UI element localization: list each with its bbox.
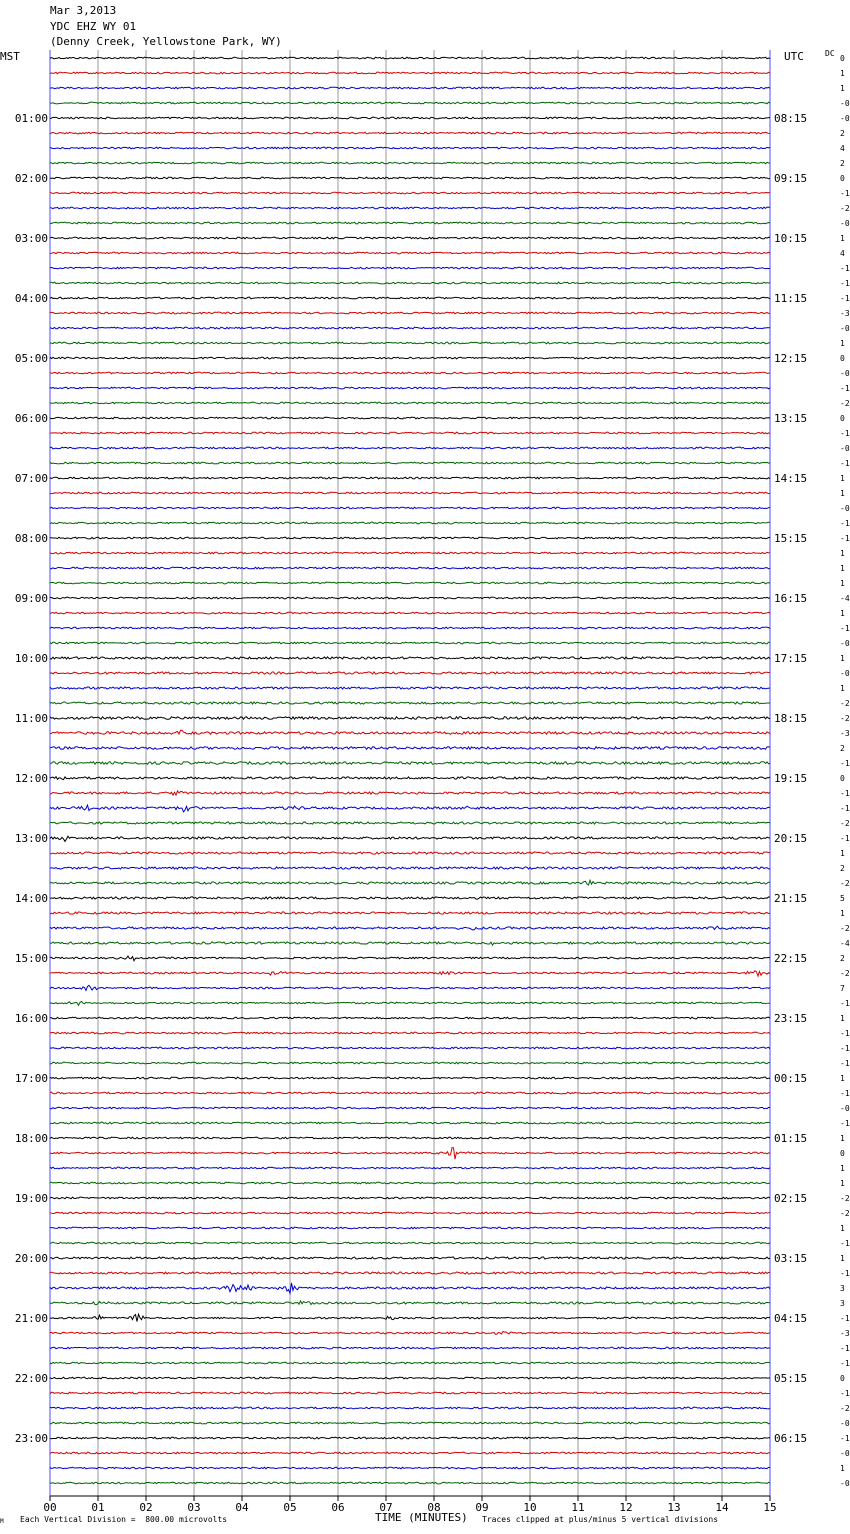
trace-line [50, 1407, 770, 1409]
mst-hour-label: 02:00 [14, 172, 48, 185]
utc-hour-label: 22:15 [774, 952, 808, 965]
dc-offset-label: 2 [840, 864, 845, 873]
utc-hour-label: 02:15 [774, 1192, 808, 1205]
dc-offset-label: 1 [840, 1074, 845, 1083]
mst-hour-label: 08:00 [14, 532, 48, 545]
trace-line [50, 1182, 770, 1184]
trace-line [50, 447, 770, 449]
utc-hour-label: 05:15 [774, 1372, 808, 1385]
left-axis-title: MST [0, 50, 20, 63]
trace-line [50, 897, 770, 899]
dc-offset-label: 0 [840, 1149, 845, 1158]
trace-line [50, 822, 770, 824]
x-axis-label: TIME (MINUTES) [375, 1511, 468, 1524]
mst-hour-label: 18:00 [14, 1132, 48, 1145]
dc-offset-label: 1 [840, 909, 845, 918]
dc-offset-label: -0 [840, 99, 850, 108]
x-tick-label: 14 [715, 1501, 729, 1514]
trace-line [50, 942, 770, 945]
dc-offset-label: -2 [840, 699, 850, 708]
trace-line [50, 1137, 770, 1139]
x-tick-label: 11 [571, 1501, 585, 1514]
dc-offset-label: 2 [840, 129, 845, 138]
trace-line [50, 1362, 770, 1364]
utc-hour-label: 20:15 [774, 832, 808, 845]
trace-line [50, 985, 770, 990]
mst-hour-label: 06:00 [14, 412, 48, 425]
mst-hour-label: 16:00 [14, 1012, 48, 1025]
trace-line [50, 1301, 770, 1305]
trace-line [50, 1467, 770, 1469]
dc-offset-label: -2 [840, 819, 850, 828]
trace-line [50, 1331, 770, 1334]
trace-line [50, 537, 770, 539]
trace-line [50, 627, 770, 629]
trace-line [50, 1422, 770, 1424]
dc-offset-label: -1 [840, 294, 850, 303]
mst-hour-label: 04:00 [14, 292, 48, 305]
utc-hour-label: 08:15 [774, 112, 808, 125]
dc-offset-label: -2 [840, 924, 850, 933]
mst-hour-label: 03:00 [14, 232, 48, 245]
dc-offset-label: -1 [840, 1269, 850, 1278]
trace-line [50, 1092, 770, 1094]
utc-hour-label: 18:15 [774, 712, 808, 725]
dc-offset-label: -2 [840, 1209, 850, 1218]
trace-line [50, 1227, 770, 1229]
trace-line [50, 117, 770, 119]
dc-offset-label: 1 [840, 609, 845, 618]
trace-line [50, 912, 770, 914]
dc-offset-label: -1 [840, 1389, 850, 1398]
x-tick-label: 08 [427, 1501, 441, 1514]
dc-offset-label: -2 [840, 1194, 850, 1203]
utc-hour-label: 12:15 [774, 352, 808, 365]
station-code: YDC EHZ WY 01 [50, 20, 137, 33]
mst-hour-label: 09:00 [14, 592, 48, 605]
dc-offset-label: 1 [840, 84, 845, 93]
trace-line [50, 312, 770, 314]
trace-line [50, 926, 770, 930]
trace-line [50, 402, 770, 404]
trace-line [50, 1077, 770, 1079]
utc-hour-label: 00:15 [774, 1072, 808, 1085]
trace-line [50, 192, 770, 194]
utc-hour-label: 03:15 [774, 1252, 808, 1265]
trace-line [50, 1032, 770, 1034]
dc-offset-label: 2 [840, 744, 845, 753]
dc-offset-label: 1 [840, 234, 845, 243]
dc-offset-label: -2 [840, 969, 850, 978]
dc-offset-label: -1 [840, 1314, 850, 1323]
trace-line [50, 762, 770, 765]
utc-hour-label: 10:15 [774, 232, 808, 245]
trace-line [50, 730, 770, 734]
utc-hour-label: 06:15 [774, 1432, 808, 1445]
trace-line [50, 852, 770, 854]
trace-line [50, 432, 770, 434]
trace-line [50, 357, 770, 359]
dc-offset-label: -2 [840, 879, 850, 888]
x-tick-label: 12 [619, 1501, 633, 1514]
mst-hour-label: 05:00 [14, 352, 48, 365]
dc-offset-label: -1 [840, 1119, 850, 1128]
dc-offset-label: -1 [840, 429, 850, 438]
utc-hour-label: 21:15 [774, 892, 808, 905]
trace-line [50, 57, 770, 59]
trace-line [50, 1017, 770, 1019]
dc-offset-label: -1 [840, 459, 850, 468]
dc-offset-label: 1 [840, 564, 845, 573]
dc-offset-label: -0 [840, 1419, 850, 1428]
trace-line [50, 1314, 770, 1321]
mst-hour-label: 14:00 [14, 892, 48, 905]
dc-offset-label: 0 [840, 354, 845, 363]
trace-line [50, 1242, 770, 1244]
dc-offset-label: -3 [840, 309, 850, 318]
mst-hour-label: 20:00 [14, 1252, 48, 1265]
trace-line [50, 207, 770, 209]
trace-line [50, 1283, 770, 1293]
trace-line [50, 1122, 770, 1124]
dc-offset-label: 1 [840, 69, 845, 78]
trace-line [50, 1452, 770, 1454]
trace-line [50, 1167, 770, 1169]
dc-offset-label: 3 [840, 1284, 845, 1293]
x-tick-label: 09 [475, 1501, 489, 1514]
trace-line [50, 612, 770, 614]
utc-hour-label: 09:15 [774, 172, 808, 185]
dc-offset-label: -1 [840, 519, 850, 528]
trace-line [50, 956, 770, 961]
trace-line [50, 462, 770, 464]
dc-offset-label: -1 [840, 189, 850, 198]
dc-offset-label: 3 [840, 1299, 845, 1308]
trace-line [50, 597, 770, 599]
trace-line [50, 867, 770, 869]
dc-offset-label: 0 [840, 1374, 845, 1383]
mst-hour-label: 10:00 [14, 652, 48, 665]
trace-line [50, 102, 770, 104]
dc-offset-label: 2 [840, 954, 845, 963]
x-tick-label: 13 [667, 1501, 681, 1514]
mst-hour-label: 12:00 [14, 772, 48, 785]
dc-offset-label: 1 [840, 1254, 845, 1263]
x-tick-label: 04 [235, 1501, 249, 1514]
mst-hour-label: 01:00 [14, 112, 48, 125]
trace-line [50, 777, 770, 780]
trace-line [50, 687, 770, 689]
dc-offset-label: -0 [840, 219, 850, 228]
trace-line [50, 162, 770, 164]
trace-line [50, 880, 770, 885]
dc-offset-label: -0 [840, 1449, 850, 1458]
dc-offset-label: 1 [840, 579, 845, 588]
mst-hour-label: 15:00 [14, 952, 48, 965]
dc-offset-label: -0 [840, 324, 850, 333]
trace-line [50, 87, 770, 89]
station-location: (Denny Creek, Yellowstone Park, WY) [50, 35, 282, 48]
right-axis-title: UTC [784, 50, 804, 63]
dc-offset-label: -3 [840, 729, 850, 738]
trace-line [50, 1377, 770, 1379]
x-tick-label: 03 [187, 1501, 201, 1514]
logo-mark: M [0, 1518, 4, 1525]
dc-offset-label: 1 [840, 474, 845, 483]
dc-offset-title: DC [825, 49, 835, 58]
trace-line [50, 1482, 770, 1484]
trace-line [50, 1347, 770, 1349]
trace-line [50, 417, 770, 419]
dc-offset-label: 0 [840, 414, 845, 423]
trace-line [50, 1062, 770, 1064]
utc-hour-label: 15:15 [774, 532, 808, 545]
trace-line [50, 1437, 770, 1439]
trace-line [50, 657, 770, 659]
dc-offset-label: 1 [840, 849, 845, 858]
trace-line [50, 132, 770, 134]
trace-line [50, 567, 770, 569]
trace-line [50, 342, 770, 344]
mst-hour-label: 11:00 [14, 712, 48, 725]
trace-line [50, 552, 770, 554]
trace-line [50, 327, 770, 329]
dc-offset-label: 4 [840, 144, 845, 153]
dc-offset-label: -2 [840, 1404, 850, 1413]
dc-offset-label: 0 [840, 774, 845, 783]
trace-line [50, 582, 770, 584]
trace-line [50, 297, 770, 299]
trace-line [50, 1272, 770, 1274]
trace-line [50, 1047, 770, 1049]
x-tick-label: 07 [379, 1501, 393, 1514]
dc-offset-label: -1 [840, 1059, 850, 1068]
trace-line [50, 372, 770, 374]
dc-offset-label: -0 [840, 1479, 850, 1488]
dc-offset-label: 2 [840, 159, 845, 168]
dc-offset-label: -1 [840, 1029, 850, 1038]
mst-hour-label: 21:00 [14, 1312, 48, 1325]
utc-hour-label: 16:15 [774, 592, 808, 605]
mst-hour-label: 07:00 [14, 472, 48, 485]
x-tick-label: 05 [283, 1501, 297, 1514]
dc-offset-label: -1 [840, 384, 850, 393]
trace-line [50, 791, 770, 795]
dc-offset-label: -2 [840, 399, 850, 408]
trace-line [50, 72, 770, 74]
trace-line [50, 672, 770, 674]
dc-offset-label: -0 [840, 444, 850, 453]
mst-hour-label: 13:00 [14, 832, 48, 845]
dc-offset-label: 7 [840, 984, 845, 993]
trace-line [50, 1001, 770, 1005]
trace-line [50, 1212, 770, 1214]
dc-offset-label: -1 [840, 534, 850, 543]
dc-offset-label: -2 [840, 204, 850, 213]
trace-line [50, 836, 770, 841]
dc-offset-label: 1 [840, 654, 845, 663]
dc-offset-label: 5 [840, 894, 845, 903]
trace-line [50, 252, 770, 254]
mst-hour-label: 17:00 [14, 1072, 48, 1085]
dc-offset-label: -0 [840, 369, 850, 378]
dc-offset-label: -1 [840, 264, 850, 273]
trace-line [50, 492, 770, 494]
trace-line [50, 1148, 770, 1160]
trace-line [50, 387, 770, 389]
trace-line [50, 702, 770, 704]
trace-line [50, 747, 770, 750]
utc-hour-label: 14:15 [774, 472, 808, 485]
scale-note: Each Vertical Division = 800.00 microvolts [20, 1515, 228, 1524]
dc-offset-label: -1 [840, 999, 850, 1008]
dc-offset-label: -4 [840, 594, 850, 603]
x-tick-label: 01 [91, 1501, 105, 1514]
trace-line [50, 507, 770, 509]
dc-offset-label: -0 [840, 114, 850, 123]
trace-line [50, 717, 770, 720]
dc-offset-label: -1 [840, 1434, 850, 1443]
x-tick-label: 10 [523, 1501, 537, 1514]
utc-hour-label: 17:15 [774, 652, 808, 665]
trace-line [50, 1257, 770, 1259]
trace-line [50, 237, 770, 239]
utc-hour-label: 19:15 [774, 772, 808, 785]
trace-line [50, 642, 770, 644]
dc-offset-label: 1 [840, 684, 845, 693]
x-tick-label: 15 [763, 1501, 777, 1514]
utc-hour-label: 01:15 [774, 1132, 808, 1145]
dc-offset-label: -1 [840, 1044, 850, 1053]
dc-offset-label: 1 [840, 1014, 845, 1023]
dc-offset-label: -1 [840, 804, 850, 813]
utc-hour-label: 13:15 [774, 412, 808, 425]
trace-line [50, 1197, 770, 1199]
x-tick-label: 00 [43, 1501, 57, 1514]
utc-hour-label: 04:15 [774, 1312, 808, 1325]
dc-offset-label: -3 [840, 1329, 850, 1338]
dc-offset-label: -0 [840, 669, 850, 678]
dc-offset-label: 0 [840, 174, 845, 183]
dc-offset-label: -1 [840, 834, 850, 843]
trace-line [50, 267, 770, 269]
x-tick-label: 06 [331, 1501, 345, 1514]
dc-offset-label: 1 [840, 1164, 845, 1173]
mst-hour-label: 23:00 [14, 1432, 48, 1445]
dc-offset-label: -1 [840, 1344, 850, 1353]
utc-hour-label: 23:15 [774, 1012, 808, 1025]
dc-offset-label: 1 [840, 549, 845, 558]
trace-line [50, 147, 770, 149]
dc-offset-label: -4 [840, 939, 850, 948]
trace-line [50, 222, 770, 224]
trace-line [50, 177, 770, 179]
dc-offset-label: 1 [840, 1179, 845, 1188]
x-tick-label: 02 [139, 1501, 153, 1514]
trace-line [50, 1107, 770, 1109]
dc-offset-label: 0 [840, 54, 845, 63]
dc-offset-label: -1 [840, 1239, 850, 1248]
trace-line [50, 805, 770, 812]
clip-note: Traces clipped at plus/minus 5 vertical divisions [482, 1515, 719, 1524]
trace-line [50, 282, 770, 284]
dc-offset-label: -1 [840, 1089, 850, 1098]
plot-date: Mar 3,2013 [50, 4, 117, 17]
dc-offset-label: -0 [840, 639, 850, 648]
dc-offset-label: -2 [840, 714, 850, 723]
dc-offset-label: -1 [840, 759, 850, 768]
dc-offset-label: 1 [840, 1134, 845, 1143]
mst-hour-label: 19:00 [14, 1192, 48, 1205]
dc-offset-label: 1 [840, 339, 845, 348]
utc-hour-label: 11:15 [774, 292, 808, 305]
dc-offset-label: -1 [840, 624, 850, 633]
dc-offset-label: 1 [840, 1224, 845, 1233]
dc-offset-label: -0 [840, 504, 850, 513]
dc-offset-label: -1 [840, 1359, 850, 1368]
mst-hour-label: 22:00 [14, 1372, 48, 1385]
trace-line [50, 971, 770, 976]
dc-offset-label: 1 [840, 489, 845, 498]
dc-offset-label: -1 [840, 789, 850, 798]
trace-line [50, 477, 770, 479]
dc-offset-label: -1 [840, 279, 850, 288]
trace-line [50, 522, 770, 524]
dc-offset-label: 4 [840, 249, 845, 258]
dc-offset-label: -0 [840, 1104, 850, 1113]
dc-offset-label: 1 [840, 1464, 845, 1473]
trace-line [50, 1392, 770, 1394]
